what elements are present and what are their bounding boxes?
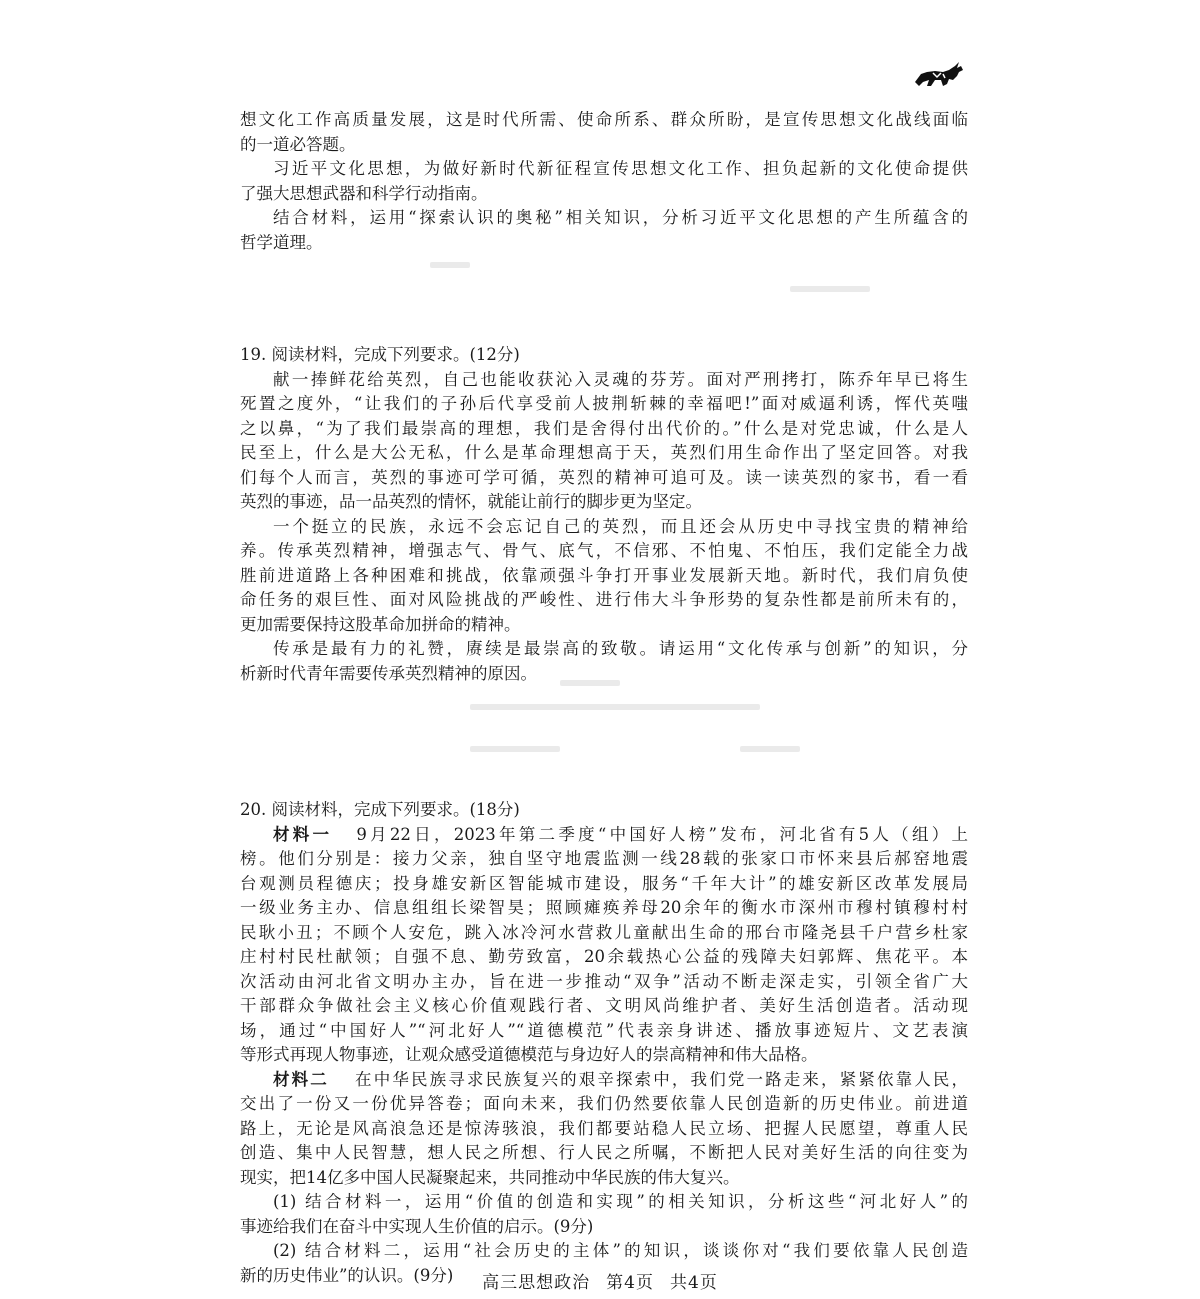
text-line: 想文化工作高质量发展，这是时代所需、使命所系、群众所盼，是宣传思想文化战线面临 <box>240 110 968 129</box>
text-line: 了强大思想武器和科学行动指南。 <box>240 183 488 203</box>
question-header: 20. 阅读材料，完成下列要求。(18分) <box>240 800 520 819</box>
prev-question <box>240 108 968 255</box>
text-line: 析新时代青年需要传承英烈精神的原因。 <box>240 663 537 683</box>
text-line: 英烈的事迹，品一品英烈的情怀，就能让前行的脚步更为坚定。 <box>240 492 702 511</box>
question-header: 19. 阅读材料，完成下列要求。(12分) <box>240 345 520 364</box>
text-line: 一级业务主办、信息组组长梁智昊；照顾瘫痪养母20余年的衡水市深州市穆村镇穆村村 <box>240 898 968 917</box>
page-footer <box>0 1268 1200 1293</box>
scan-noise <box>560 680 620 686</box>
footer-page: 第4页 <box>606 1273 654 1293</box>
footer-total: 共4页 <box>670 1273 718 1293</box>
text-line: 干部群众争做社会主义核心价值观践行者、文明风尚维护者、美好生活创造者。活动现 <box>240 996 968 1015</box>
text-line: 胜前进道路上各种困难和挑战，依靠顽强斗争打开事业发展新天地。新时代，我们肩负使 <box>240 565 968 585</box>
text-line: 台观测员程德庆；投身雄安新区智能城市建设，服务“千年大计”的雄安新区改革发展局 <box>240 873 968 893</box>
text-line: 交出了一份又一份优异答卷；面向未来，我们仍然要依靠人民创造新的历史伟业。前进道 <box>240 1094 968 1113</box>
text-line: 的一道必答题。 <box>240 134 356 154</box>
text-line: 死置之度外，“让我们的子孙后代享受前人披荆斩棘的幸福吧!”面对威逼利诱，恽代英嗤 <box>240 394 968 413</box>
bull-logo-icon <box>913 60 965 90</box>
scan-noise <box>430 262 470 268</box>
text-line: 更加需要保持这股革命加拼命的精神。 <box>240 614 521 634</box>
text-line: 榜。他们分别是：接力父亲，独自坚守地震监测一线28载的张家口市怀来县后郝窑地震 <box>240 849 968 868</box>
sub-question-1: (1) 结合材料一，运用“价值的创造和实现”的相关知识，分析这些“河北好人”的 <box>273 1192 968 1211</box>
material-2-first-line <box>240 1068 968 1093</box>
text-line: 献一捧鲜花给英烈，自己也能收获沁入灵魂的芬芳。面对严刑拷打，陈乔年早已将生 <box>273 369 968 389</box>
text-line: 现实，把14亿多中国人民凝聚起来，共同推动中华民族的伟大复兴。 <box>240 1167 740 1187</box>
footer-subject: 高三思想政治 <box>482 1273 591 1293</box>
material-1-first-line <box>240 823 968 848</box>
text-line: 次活动由河北省文明办主办，旨在进一步推动“双争”活动不断走深走实，引领全省广大 <box>240 971 968 991</box>
text-line: 哲学道理。 <box>240 232 323 252</box>
question-19 <box>240 343 968 686</box>
text-line: 命任务的艰巨性、面对风险挑战的严峻性、进行伟大斗争形势的复杂性都是前所未有的， <box>240 590 968 609</box>
text-line: 民耿小丑；不顾个人安危，跳入冰冷河水营救儿童献出生命的邢台市隆尧县千户营乡杜家 <box>240 922 968 942</box>
text-line: 之以鼻，“为了我们最崇高的理想，我们是舍得付出代价的。”什么是对党忠诚，什么是人 <box>240 418 968 438</box>
question-20 <box>240 798 968 1288</box>
text-line: 庄村村民杜献领；自强不息、勤劳致富，20余载热心公益的残障夫妇郭辉、焦花平。本 <box>240 947 968 966</box>
text-line: 结合材料，运用“探索认识的奥秘”相关知识，分析习近平文化思想的产生所蕴含的 <box>273 208 968 227</box>
scan-noise <box>470 704 760 710</box>
text-line: 创造、集中人民智慧，想人民之所想、行人民之所嘱，不断把人民对美好生活的向往变为 <box>240 1143 968 1162</box>
text-line: 养。传承英烈精神，增强志气、骨气、底气，不信邪、不怕鬼、不怕压，我们定能全力战 <box>240 541 968 560</box>
text-line: 事迹给我们在奋斗中实现人生价值的启示。(9分) <box>240 1216 594 1236</box>
text-line: 等形式再现人物事迹，让观众感受道德模范与身边好人的崇高精神和伟大品格。 <box>240 1045 818 1064</box>
material-1-label: 材料一 <box>273 824 333 844</box>
exam-content <box>240 108 968 1288</box>
text-line: 民至上，什么是大公无私，什么是革命理想高于天，英烈们用生命作出了坚定回答。对我 <box>240 443 968 462</box>
scan-noise <box>470 746 560 752</box>
text-line: 场，通过“中国好人”“河北好人”“道德模范”代表亲身讲述、播放事迹短片、文艺表演 <box>240 1020 968 1040</box>
material-2-label: 材料二 <box>273 1069 329 1089</box>
text-line: 习近平文化思想，为做好新时代新征程宣传思想文化工作、担负起新的文化使命提供 <box>273 159 968 178</box>
scan-noise <box>790 286 870 292</box>
text-line: 在中华民族寻求民族复兴的艰辛探索中，我们党一路走来，紧紧依靠人民， <box>352 1069 969 1089</box>
text-line: 传承是最有力的礼赞，赓续是最崇高的致敬。请运用“文化传承与创新”的知识，分 <box>273 639 968 658</box>
text-line: 路上，无论是风高浪急还是惊涛骇浪，我们都要站稳人民立场、把握人民愿望，尊重人民 <box>240 1118 968 1138</box>
sub-question-2: (2) 结合材料二，运用“社会历史的主体”的知识，谈谈你对“我们要依靠人民创造 <box>273 1241 968 1260</box>
text-line: 们每个人而言，英烈的事迹可学可循，英烈的精神可追可及。读一读英烈的家书，看一看 <box>240 467 968 487</box>
text-line: 一个挺立的民族，永远不会忘记自己的英烈，而且还会从历史中寻找宝贵的精神给 <box>273 516 968 536</box>
text-line: 9月22日，2023年第二季度“中国好人榜”发布，河北省有5人（组）上 <box>356 824 969 844</box>
scan-noise <box>740 746 800 752</box>
text-line: 新的历史伟业”的认识。(9分) <box>240 1265 454 1285</box>
